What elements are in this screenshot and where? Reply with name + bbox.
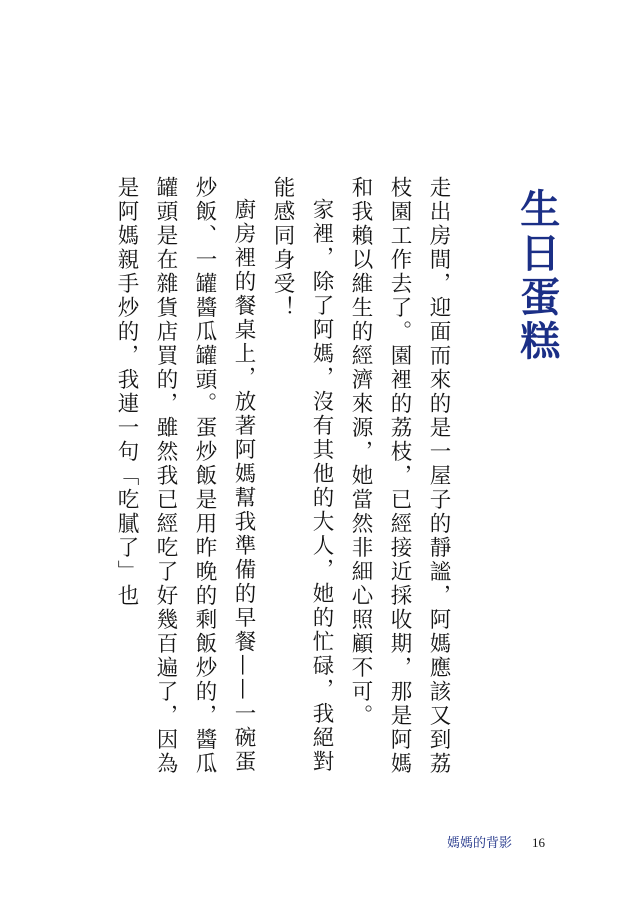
paragraph-2: 家裡，除了阿媽，沒有其他的大人，她的忙碌，我絕對能感同身受！ <box>270 176 334 774</box>
page-number: 16 <box>532 835 546 850</box>
paragraph-1: 走出房間，迎面而來的是一屋子的靜謐，阿媽應該又到荔枝園工作去了。園裡的荔枝，已經接近採收期，那是阿媽和我賴以維生的經濟來源，她當然非細心照顧不可。 <box>348 176 451 776</box>
footer-book-title: 媽媽的背影 <box>447 836 513 851</box>
paragraph-3: 廚房裡的餐桌上，放著阿媽幫我準備的早餐——一碗蛋炒飯、一罐醬瓜罐頭。蛋炒飯是用昨晚的剩飯炒的，醬瓜罐頭是在雜貨店買的，雖然我已經吃了好幾百遍了，因為是阿媽親手炒的，我連一句「吃膩了」也 <box>114 176 256 776</box>
chapter-title: 生日蛋糕 <box>513 188 561 364</box>
body-text <box>107 176 458 776</box>
page-footer <box>447 832 545 854</box>
